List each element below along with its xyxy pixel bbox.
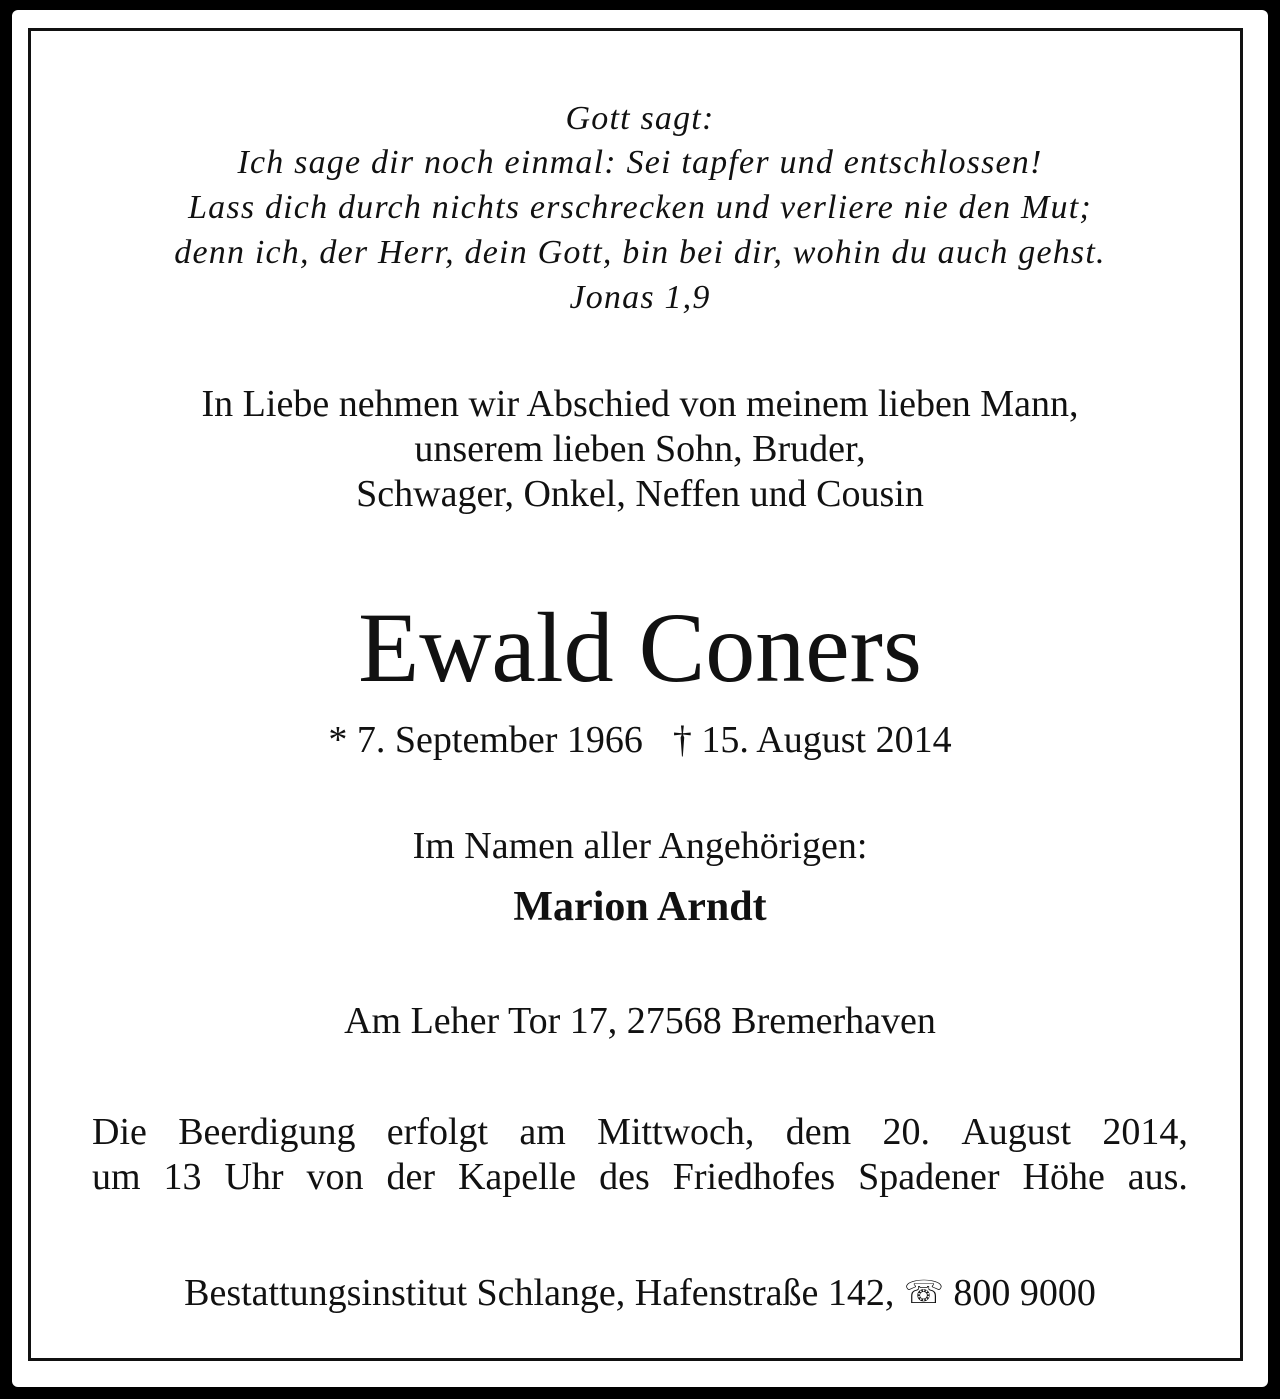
undertaker-text: Bestattungsinstitut Schlange, Hafenstraße 142, [184, 1272, 904, 1314]
birth-date: * 7. September 1966 [328, 719, 643, 761]
intro-line: Schwager, Onkel, Neffen und Cousin [356, 473, 924, 515]
verse-source: Jonas 1,9 [569, 279, 711, 316]
word: des [599, 1156, 650, 1198]
word: Uhr [224, 1156, 284, 1198]
word: aus. [1127, 1156, 1188, 1198]
death-date: † 15. August 2014 [672, 719, 952, 761]
word: 13 [163, 1156, 202, 1198]
signer-name: Marion Arndt [513, 884, 767, 930]
family-label: Im Namen aller Angehörigen: [412, 825, 868, 867]
family-address: Am Leher Tor 17, 27568 Bremerhaven [344, 1000, 936, 1042]
intro-line: unserem lieben Sohn, Bruder, [414, 428, 866, 470]
word: der [386, 1156, 436, 1198]
word: dem [785, 1111, 852, 1153]
word: Die [92, 1111, 147, 1153]
word: August [961, 1111, 1072, 1153]
word: Spadener [858, 1156, 1000, 1198]
life-dates [12, 718, 1268, 762]
word: von [306, 1156, 364, 1198]
word: Höhe [1022, 1156, 1105, 1198]
verse-heading: Gott sagt: [565, 100, 715, 137]
word: Kapelle [457, 1156, 577, 1198]
verse-line: Lass dich durch nichts erschrecken und verliere nie den Mut; [188, 189, 1092, 226]
word: Mittwoch, [597, 1111, 755, 1153]
deceased-name: Ewald Coners [358, 592, 922, 703]
word: 20. [882, 1111, 930, 1153]
word: Friedhofes [672, 1156, 836, 1198]
funeral-line [92, 1155, 1188, 1199]
verse-line: Ich sage dir noch einmal: Sei tapfer und entschlossen! [237, 144, 1043, 181]
verse-line: denn ich, der Herr, dein Gott, bin bei dir, wohin du auch gehst. [174, 234, 1106, 271]
word: 2014, [1102, 1111, 1188, 1153]
word: erfolgt [386, 1111, 489, 1153]
obituary-page [12, 10, 1268, 1387]
word: Beerdigung [178, 1111, 356, 1153]
word: um [92, 1156, 141, 1198]
funeral-line [92, 1110, 1188, 1154]
intro-line: In Liebe nehmen wir Abschied von meinem lieben Mann, [201, 383, 1079, 425]
word: am [519, 1111, 566, 1153]
undertaker-info [12, 1271, 1268, 1315]
undertaker-phone: 800 9000 [943, 1272, 1096, 1314]
telephone-icon: ☏ [903, 1273, 944, 1311]
